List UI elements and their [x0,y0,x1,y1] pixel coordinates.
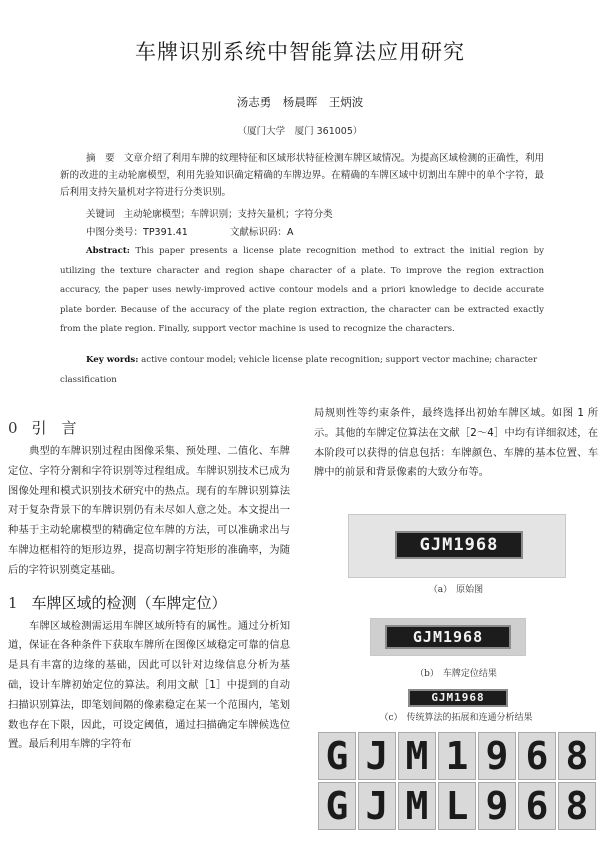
clc-value: TP391.41 [143,227,188,238]
abstract-en-text: This paper presents a license plate recognition method to extract the initial region by utilizing the texture character and region shape character of a plate. To improve the region extraction accuracy, the paper uses newly-improved active contour models and a priori knowledge to decide accurate plate border. Because of the accuracy of the plate region extraction, the character can be extracted exactly from the plate region. Finally, support vector machine is used to recognize the characters. [60,246,544,334]
keywords-cn-label: 关键词 [86,209,115,220]
figure-1b-image [370,618,526,656]
segmented-char: L [438,782,476,830]
figure-1b-caption [314,666,598,679]
keywords-en [60,351,544,390]
section-1-number: 1 [8,593,18,612]
figure-1c-caption-text: 传统算法的拓展和连通分析结果 [406,713,533,723]
segmented-char: 9 [478,782,516,830]
keywords-cn-text: 主动轮廓模型；车牌识别；支持矢量机；字符分类 [123,209,333,220]
segmented-char: 6 [518,732,556,780]
affiliation: （厦门大学 厦门 361005） [237,126,363,137]
section-0-text: 典型的车牌识别过程由图像采集、预处理、二值化、车牌定位、字符分割和字符识别等过程组成。车牌识别技术已成为图像处理和模式识别技术研究中的热点。现有的车牌识别算法对于复杂背景下的车牌识别仍有未尽如人意之处。本文提出一种基于主动轮廓模型的精确定位车牌的方法，可以准确求出与车牌边框相符的矩形边界，提高切割字符矩形的准确率，为随后的字符识别奠定基础。 [8,445,290,576]
segmented-char: 8 [558,732,596,780]
figure-1 [314,514,598,844]
section-1-text: 车牌区域检测需运用车牌区域所特有的属性。通过分析知道，保证在各种条件下获取车牌所在图像区域稳定可靠的信息是具有丰富的边缘的基础，因此可以针对边缘信息分析为基础，设计车牌初始定位的算法。利用文献［1］中提到的自动扫描识别算法，即笔划间隔的像素稳定在某一个范围内，笔划数也存在下限，因此，可设定阈值，通过扫描确定车牌候选位置。最后利用车牌的字符布 [8,619,290,751]
authors: 汤志勇 杨晨晖 王炳波 [236,95,364,109]
figure-1a-caption [314,582,598,595]
abstract-en-label: Abstract: [86,246,130,256]
segmented-char: G [318,782,356,830]
plate-located: GJM1968 [385,625,511,649]
figure-1a-image [348,514,566,578]
abstract-cn [60,150,544,201]
left-column [8,410,290,755]
segmented-char: M [398,782,436,830]
figure-1a-caption-text: 原始图 [456,585,484,595]
classification-cn [86,224,293,238]
right-column [314,404,598,828]
abstract-cn-label: 摘 要 [86,153,115,164]
doc-code-label: 文献标识码： [229,227,287,238]
plate-original: GJM1968 [395,531,523,559]
section-0-title: 引 言 [31,419,77,437]
segmented-char: 6 [518,782,556,830]
keywords-cn [86,206,333,220]
figure-1c-image [406,689,510,707]
segmented-char: 8 [558,782,596,830]
segmented-char: G [318,732,356,780]
figure-1c-caption-label: （c） [379,713,403,723]
plate-connected: GJM1968 [408,689,508,707]
section-0-heading [8,414,290,442]
segmented-char: J [358,782,396,830]
clc-label: 中图分类号： [86,227,144,238]
doc-code-value: A [286,227,294,238]
segmented-char: M [398,732,436,780]
figure-1b-caption-label: （b） [415,669,439,679]
section-1-heading [8,589,290,617]
segmented-char: J [358,732,396,780]
paper-title: 车牌识别系统中智能算法应用研究 [135,40,465,64]
right-column-text: 局规则性等约束条件，最终选择出初始车牌区域。如图 1 所示。其他的车牌定位算法在文献［2～4］中均有详细叙述，在本阶段可以获得的信息包括：车牌颜色、车牌的基本位置、车牌中的前景和背景像素的大致分布等。 [314,407,598,479]
abstract-en [60,242,544,340]
section-1-title: 车牌区域的检测（车牌定位） [31,593,227,612]
segmented-char: 9 [478,732,516,780]
figure-1a-caption-label: （a） [428,585,453,595]
keywords-en-label: Key words: [86,355,139,365]
segmented-chars-top [318,732,596,780]
segmented-char: 1 [438,732,476,780]
figure-1c-caption [314,710,598,723]
abstract-cn-text: 文章介绍了利用车牌的纹理特征和区域形状特征检测车牌区域情况。为提高区域检测的正确性，利用新的改进的主动轮廓模型，利用先验知识确定精确的车牌边界。在精确的车牌区域中切割出车牌中的单个字符，最后利用支持矢量机对字符进行分类识别。 [60,153,544,198]
figure-1b-caption-text: 车牌定位结果 [442,669,497,679]
section-0-number: 0 [8,419,18,437]
keywords-en-text: active contour model; vehicle license plate recognition; support vector machine; character classification [60,355,538,385]
segmented-chars-bottom [318,782,596,830]
